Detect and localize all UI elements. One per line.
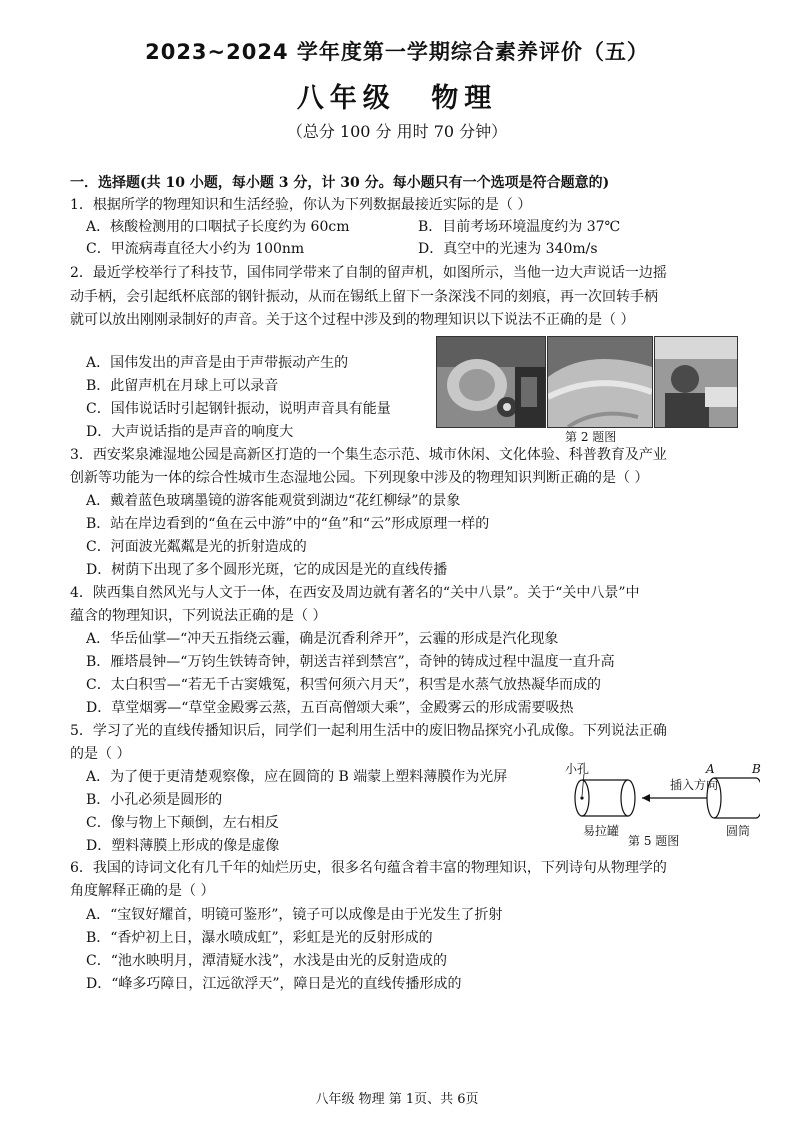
q2-stem-line3: 就可以放出刚刚录制好的声音。关于这个过程中涉及到的物理知识以下说法不正确的是（ ） xyxy=(70,312,635,328)
q2-photo-phonograph xyxy=(436,336,546,428)
q1-option-d: D．真空中的光速为 340m/s xyxy=(418,241,598,257)
q4-stem-line1: 4．陕西集自然风光与人文于一体，在西安及周边就有著名的“关中八景”。关于“关中八景”中 xyxy=(70,585,640,601)
q5-tube-label: 圆筒 xyxy=(726,824,751,838)
q6-option-d: D．“峰多巧障日，江远欲浮天”，障日是光的直线传播形成的 xyxy=(86,976,462,992)
q5-stem-line2: 的是（ ） xyxy=(70,746,131,762)
q5-option-d: D．塑料薄膜上形成的像是虚像 xyxy=(86,838,280,854)
q2-option-d: D．大声说话指的是声音的响度大 xyxy=(86,424,294,440)
q5-direction-label: 插入方向 xyxy=(670,778,719,792)
insert-direction-arrow xyxy=(642,794,708,802)
q6-stem-line1: 6．我国的诗词文化有几千年的灿烂历史，很多名句蕴含着丰富的物理知识，下列诗句从物理学的 xyxy=(70,860,667,876)
q2-stem-line1: 2．最近学校举行了科技节，国伟同学带来了自制的留声机，如图所示，当他一边大声说话一边摇 xyxy=(70,265,667,281)
q6-option-c: C．“池水映明月，潭清疑水浅”，水浅是由光的反射造成的 xyxy=(86,953,448,969)
q5-option-a: A．为了便于更清楚观察像，应在圆筒的 B 端蒙上塑料薄膜作为光屏 xyxy=(86,769,508,785)
q3-stem-line1: 3．西安桨泉滩湿地公园是高新区打造的一个集生态示范、城市休闲、文化体验、科普教育及产业 xyxy=(70,447,667,463)
q3-option-b: B．站在岸边看到的“鱼在云中游”中的“鱼”和“云”形成原理一样的 xyxy=(86,516,490,532)
q5-option-c: C．像与物上下颠倒，左右相反 xyxy=(86,815,279,831)
q1-option-c: C．甲流病毒直径大小约为 100nm xyxy=(86,241,305,257)
q4-option-a: A．华岳仙掌—“冲天五指绕云霾，确是沉香利斧开”，云霾的形成是汽化现象 xyxy=(86,631,559,647)
q2-option-b: B．此留声机在月球上可以录音 xyxy=(86,378,279,394)
q2-figure-caption: 第 2 题图 xyxy=(565,430,617,444)
q6-stem-line2: 角度解释正确的是（ ） xyxy=(70,883,215,899)
q5-stem-line1: 5．学习了光的直线传播知识后，同学们一起利用生活中的废旧物品探究小孔成像。下列说法正确 xyxy=(70,723,667,739)
can-shape xyxy=(575,780,635,816)
q5-end-a-label: A xyxy=(706,762,715,776)
q4-option-b: B．雁塔晨钟—“万钧生铁铸奇钟，朝送吉祥到禁宫”，奇钟的铸成过程中温度一直升高 xyxy=(86,654,615,670)
exam-meta: （总分 100 分 用时 70 分钟） xyxy=(286,122,508,141)
q3-option-c: C．河面波光粼粼是光的折射造成的 xyxy=(86,539,307,555)
q2-photo-foil xyxy=(547,336,653,428)
q2-option-a: A．国伟发出的声音是由于声带振动产生的 xyxy=(86,355,349,371)
q3-option-a: A．戴着蓝色玻璃墨镜的游客能观赏到湖边“花红柳绿”的景象 xyxy=(86,493,461,509)
q5-figure-caption: 第 5 题图 xyxy=(628,834,680,848)
page-footer: 八年级 物理 第 1页、共 6页 xyxy=(315,1092,479,1107)
section-heading: 一．选择题(共 10 小题，每小题 3 分，计 30 分。每小题只有一个选项是符合题意的) xyxy=(70,175,610,191)
exam-title: 2023~2024 学年度第一学期综合素养评价（五） xyxy=(145,40,649,64)
q2-photo-student xyxy=(654,336,738,428)
exam-subject: 八年级 物理 xyxy=(296,83,498,114)
q1-option-b: B．目前考场环境温度约为 37℃ xyxy=(418,219,621,235)
q3-stem-line2: 创新等功能为一体的综合性城市生态湿地公园。下列现象中涉及的物理知识判断正确的是（ ） xyxy=(70,470,649,486)
q2-stem-line2: 动手柄，会引起纸杯底部的钢针振动，从而在锡纸上留下一条深浅不同的刻痕，再一次回转手柄 xyxy=(70,289,658,305)
q5-end-b-label: B xyxy=(752,762,761,776)
q5-option-b: B．小孔必须是圆形的 xyxy=(86,792,223,808)
q1-option-a: A．核酸检测用的口咽拭子长度约为 60cm xyxy=(86,219,350,235)
q6-option-b: B．“香炉初上日，瀑水喷成虹”，彩虹是光的反射形成的 xyxy=(86,930,433,946)
q4-option-d: D．草堂烟雾—“草堂金殿雾云蒸，五百高僧颂大乘”，金殿雾云的形成需要吸热 xyxy=(86,700,574,716)
q4-stem-line2: 蕴含的物理知识，下列说法正确的是（ ） xyxy=(70,608,327,624)
q3-option-d: D．树荫下出现了多个圆形光斑，它的成因是光的直线传播 xyxy=(86,562,448,578)
q2-option-c: C．国伟说话时引起钢针振动，说明声音具有能量 xyxy=(86,401,391,417)
q1-stem: 1．根据所学的物理知识和生活经验，你认为下列数据最接近实际的是（ ） xyxy=(70,197,532,213)
q6-option-a: A．“宝钗好耀首，明镜可鉴形”，镜子可以成像是由于光发生了折射 xyxy=(86,907,503,923)
q5-can-label: 易拉罐 xyxy=(583,824,620,838)
q5-hole-label: 小孔 xyxy=(565,762,590,776)
q4-option-c: C．太白积雪—“若无千古窦娥冤，积雪何须六月天”，积雪是水蒸气放热凝华而成的 xyxy=(86,677,602,693)
